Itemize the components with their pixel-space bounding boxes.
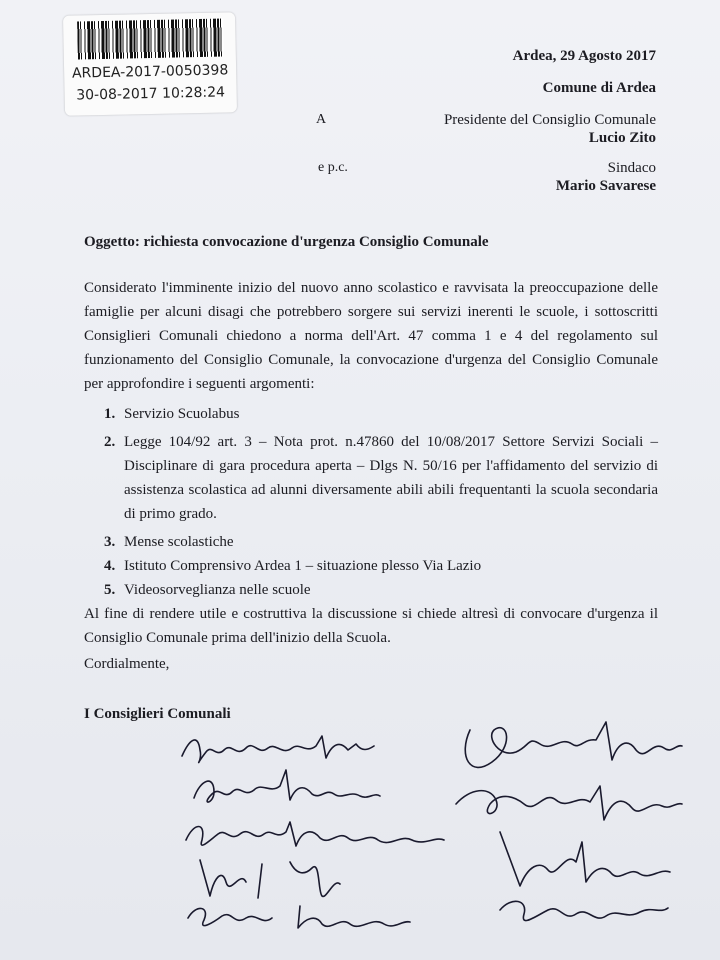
topics-list (104, 402, 658, 602)
signature-9 (500, 901, 668, 920)
barcode (77, 18, 224, 59)
to-label: A (316, 112, 327, 127)
signature-6 (465, 722, 682, 767)
salutation: Cordialmente, (84, 656, 170, 672)
list-item (104, 430, 658, 526)
sender: Comune di Ardea (542, 80, 656, 96)
list-item-number: 2. (104, 434, 116, 450)
signatures-area (0, 700, 720, 960)
cc-name: Mario Savarese (555, 178, 656, 194)
protocol-id: ARDEA-2017-0050398 (71, 62, 229, 82)
signature-5 (188, 906, 410, 928)
cc-title: Sindaco (607, 160, 656, 176)
list-item-text: Mense scolastiche (124, 534, 234, 550)
list-item-text: Istituto Comprensivo Ardea 1 – situazione plesso Via Lazio (124, 558, 482, 574)
handwritten-signatures (0, 700, 720, 960)
signature-7 (456, 786, 682, 820)
list-item-text: Servizio Scuolabus (124, 406, 240, 422)
signature-8 (500, 832, 670, 886)
list-item (104, 402, 658, 426)
intro-paragraph: Considerato l'imminente inizio del nuovo anno scolastico e ravvisata la preoccupazione delle famiglie per alcuni disagi che potrebbero sorgere sui servizi inerenti le scuole, i sottoscritti Consiglieri Comunali chiedono a norma dell'Art. 47 comma 1 e 4 del regolamento sul funzionamento del Consiglio Comunale, la convocazione d'urgenza del Consiglio Comunale per approfondire i seguenti argomenti: (84, 280, 658, 392)
list-item-number: 3. (104, 534, 116, 550)
signature-3 (186, 822, 444, 846)
list-item-number: 1. (104, 406, 116, 422)
list-item (104, 578, 658, 602)
place-date: Ardea, 29 Agosto 2017 (512, 48, 656, 64)
list-item-text: Legge 104/92 art. 3 – Nota prot. n.47860 del 10/08/2017 Settore Servizi Sociali – Disciplinare di gara procedura aperta – Dlgs N. 50/16 per l'affidamento del servizio di assistenza scolastica ad alunni diversamente abili abili frequentanti la scuola secondaria di primo grado. (124, 434, 658, 522)
list-item (104, 530, 658, 554)
recipient-name: Lucio Zito (588, 130, 656, 146)
list-item-number: 5. (104, 582, 116, 598)
cc-label: e p.c. (318, 160, 348, 175)
signature-4 (200, 860, 340, 898)
closing-paragraph: Al fine di rendere utile e costruttiva la discussione si chiede altresì di convocare d'urgenza il Consiglio Comunale prima dell'inizio della Scuola. (84, 606, 658, 646)
signatories-label: I Consiglieri Comunali (84, 706, 231, 722)
list-item-number: 4. (104, 558, 116, 574)
recipient-title: Presidente del Consiglio Comunale (443, 112, 656, 128)
list-item-text: Videosorveglianza nelle scuole (124, 582, 311, 598)
protocol-stamp (63, 12, 237, 116)
subject-line: Oggetto: richiesta convocazione d'urgenza Consiglio Comunale (84, 234, 489, 250)
signature-2 (194, 770, 380, 802)
list-item (104, 554, 658, 578)
signature-1 (182, 736, 374, 763)
protocol-datetime: 30-08-2017 10:28:24 (76, 84, 226, 104)
